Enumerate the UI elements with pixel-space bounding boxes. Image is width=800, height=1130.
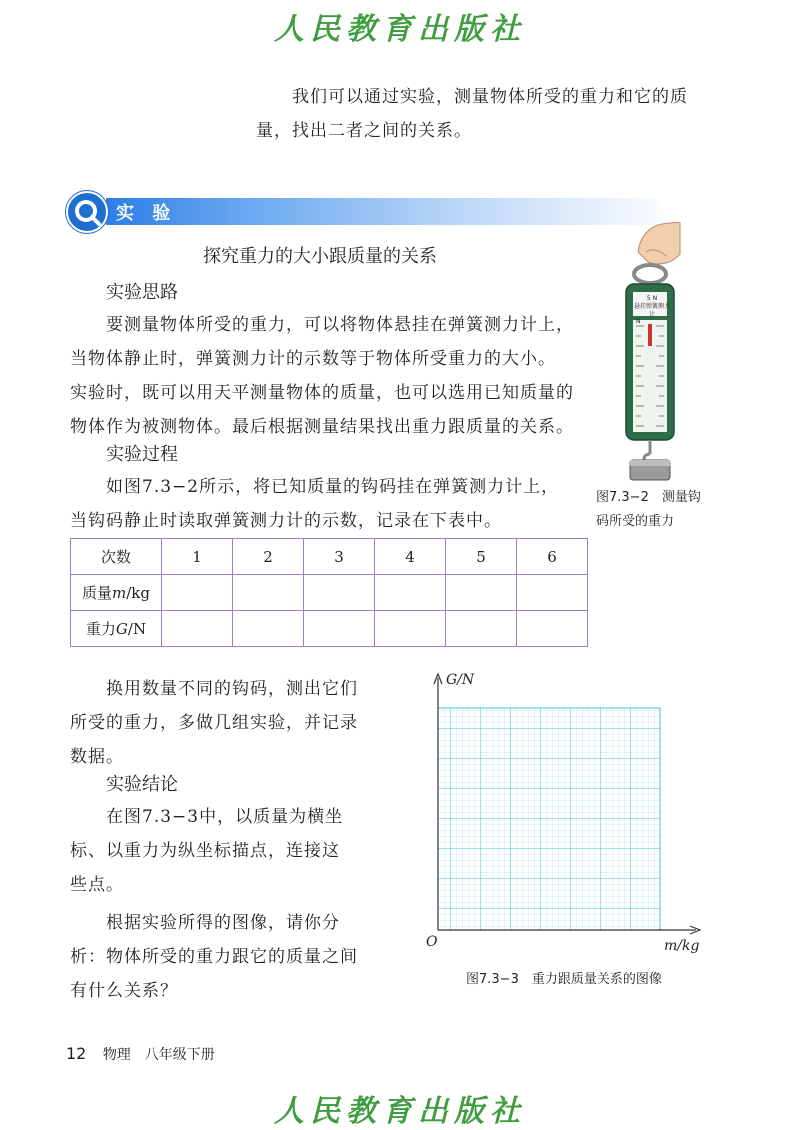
- meter-unit: N: [636, 318, 641, 325]
- process-line: 当钩码静止时读取弹簧测力计的示数，记录在下表中。: [70, 511, 502, 531]
- table-col-header: 6: [517, 539, 588, 575]
- after-table-line: 换用数量不同的钩码，测出它们: [106, 679, 358, 699]
- intro-line-1: 我们可以通过实验，测量物体所受的重力和它的质: [292, 87, 688, 107]
- mass-label: 质量: [82, 584, 113, 602]
- table-row: [71, 539, 588, 575]
- table-cell: [233, 575, 304, 611]
- magnifier-icon: [66, 191, 108, 233]
- meter-name-text: 悬挂弹簧测力计: [633, 303, 670, 318]
- spring-scale-illustration: [596, 222, 706, 482]
- table-cell: [304, 611, 375, 647]
- banner-bar: [106, 198, 678, 225]
- row-label-weight: [71, 611, 162, 647]
- weight-unit: /N: [127, 620, 147, 638]
- publisher-watermark-bottom: 人民教育出版社: [274, 1094, 526, 1129]
- row-label-mass: [71, 575, 162, 611]
- experiment-title: 探究重力的大小跟质量的关系: [203, 246, 437, 267]
- table-cell: [375, 575, 446, 611]
- page-footer: [66, 1044, 215, 1064]
- origin-label: O: [426, 934, 438, 950]
- spring-scale-figure: [596, 222, 706, 482]
- y-axis-label: G/N: [446, 672, 475, 688]
- table-cell: [375, 611, 446, 647]
- table-cell: [446, 611, 517, 647]
- table-cell: [517, 611, 588, 647]
- table-cell: [162, 575, 233, 611]
- table-header-label: 次数: [71, 539, 162, 575]
- process-line: 如图7.3−2所示，将已知质量的钩码挂在弹簧测力计上，: [106, 477, 560, 497]
- question-line: 根据实验所得的图像，请你分: [106, 913, 340, 933]
- section-conclusion-text: [70, 800, 370, 1008]
- table-col-header: 2: [233, 539, 304, 575]
- table-cell: [446, 575, 517, 611]
- table-cell: [162, 611, 233, 647]
- table-row: [71, 611, 588, 647]
- table-col-header: 3: [304, 539, 375, 575]
- data-table: [70, 538, 588, 647]
- table-cell: [233, 611, 304, 647]
- section-idea-text: [70, 308, 590, 444]
- graph-figure: [420, 668, 710, 958]
- table-cell: [304, 575, 375, 611]
- table-col-header: 1: [162, 539, 233, 575]
- after-table-line: 所受的重力，多做几组实验，并记录: [70, 713, 358, 733]
- mass-var: m: [112, 584, 127, 602]
- figure2-caption-line: 码所受的重力: [596, 514, 675, 529]
- table-row: [71, 575, 588, 611]
- weight-var: G: [115, 620, 128, 638]
- banner-label: 实 验: [116, 203, 177, 224]
- meter-top-text: 5 N: [646, 295, 658, 302]
- idea-line: 当物体静止时，弹簧测力计的示数等于物体所受重力的大小。: [70, 349, 556, 369]
- conclusion-line: 在图7.3−3中，以质量为横坐: [106, 807, 344, 827]
- figure2-caption-line: 图7.3−2 测量钩: [596, 490, 701, 505]
- book-title: 物理 八年级下册: [102, 1047, 215, 1063]
- meter-label: [632, 295, 672, 319]
- graph-paper: [420, 668, 710, 958]
- question-line: 有什么关系？: [70, 981, 178, 1001]
- intro-line-2: 量，找出二者之间的关系。: [256, 121, 472, 141]
- figure3-caption: 图7.3−3 重力跟质量关系的图像: [466, 972, 662, 987]
- table-cell: [517, 575, 588, 611]
- experiment-banner: [66, 191, 678, 225]
- conclusion-line: 标、以重力为纵坐标描点，连接这: [70, 841, 340, 861]
- after-table-line: 数据。: [70, 747, 124, 767]
- section-process-text: [70, 470, 590, 538]
- section-heading-idea: 实验思路: [106, 282, 178, 303]
- table-col-header: 4: [375, 539, 446, 575]
- idea-line: 实验时，既可以用天平测量物体的质量，也可以选用已知质量的: [70, 383, 574, 403]
- idea-line: 要测量物体所受的重力，可以将物体悬挂在弹簧测力计上，: [106, 315, 574, 335]
- idea-line: 物体作为被测物体。最后根据测量结果找出重力跟质量的关系。: [70, 417, 574, 437]
- figure2-caption: [596, 486, 701, 534]
- x-axis-label: m/kg: [664, 938, 700, 954]
- question-line: 析：物体所受的重力跟它的质量之间: [70, 947, 358, 967]
- table-col-header: 5: [446, 539, 517, 575]
- section-heading-process: 实验过程: [106, 444, 178, 465]
- conclusion-line: 些点。: [70, 875, 124, 895]
- mass-unit: /kg: [126, 584, 150, 602]
- weight-label: 重力: [85, 620, 116, 638]
- publisher-watermark-top: 人民教育出版社: [274, 12, 526, 47]
- after-table-text: [70, 672, 370, 774]
- section-heading-conclusion: 实验结论: [106, 774, 178, 795]
- page-number: 12: [66, 1044, 87, 1063]
